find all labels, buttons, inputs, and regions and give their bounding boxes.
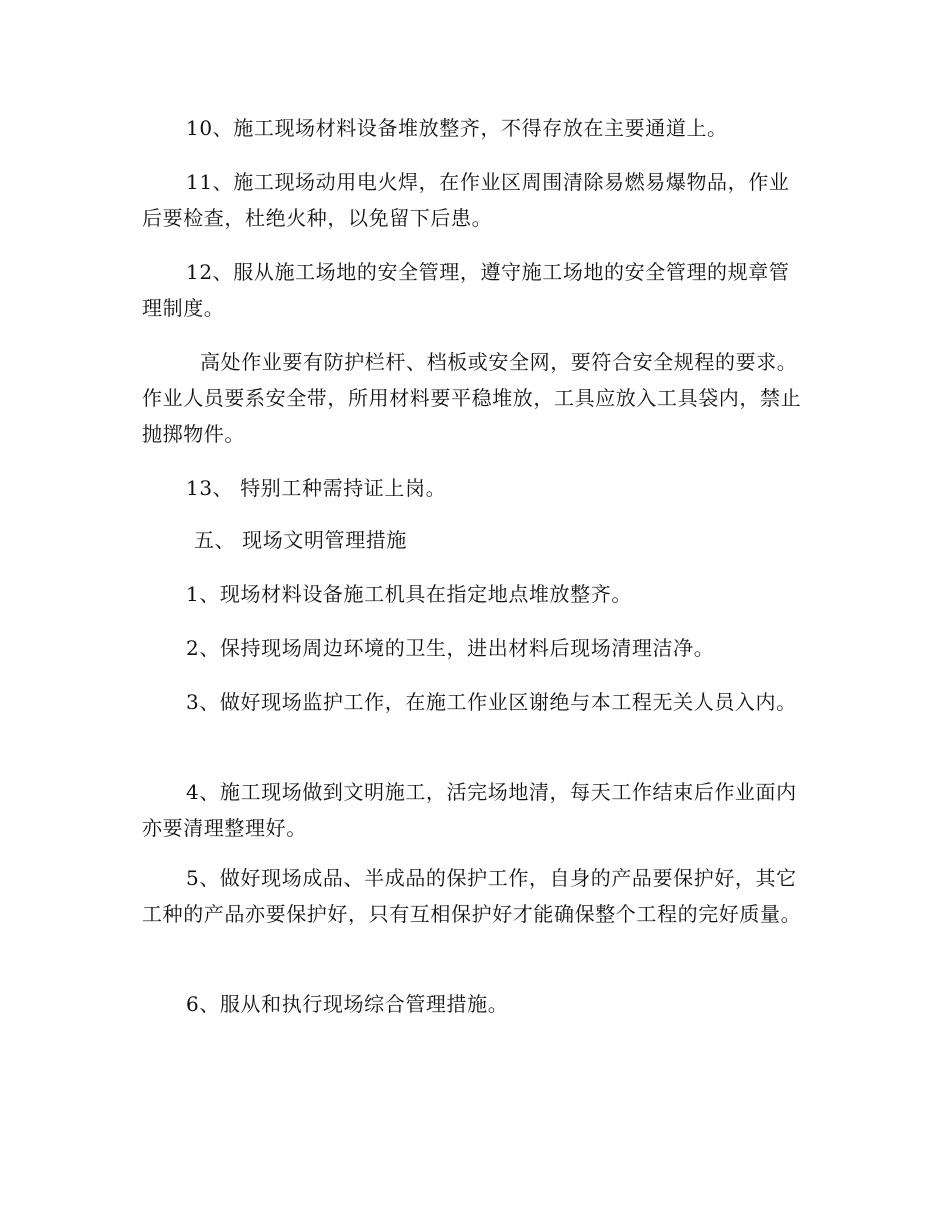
paragraph-civil-item-3: 3、做好现场监护工作，在施工作业区谢绝与本工程无关人员入内。: [186, 690, 797, 714]
paragraph-high-altitude-work: 高处作业要有防护栏杆、档板或安全网，要符合安全规程的要求。作业人员要系安全带，所用材料要平稳堆放，工具应放入工具袋内，禁止抛掷物件。: [142, 350, 802, 446]
paragraph-item-12: 12、服从施工场地的安全管理，遵守施工场地的安全管理的规章管理制度。: [142, 260, 790, 320]
paragraph-civil-item-4: 4、施工现场做到文明施工，活完场地清，每天工作结束后作业面内亦要清理整理好。: [142, 780, 797, 840]
paragraph-civil-item-1: 1、现场材料设备施工机具在指定地点堆放整齐。: [186, 582, 632, 606]
paragraph-civil-item-6: 6、服从和执行现场综合管理措施。: [186, 992, 509, 1016]
paragraph-item-11: 11、施工现场动用电火焊，在作业区周围清除易燃易爆物品，作业后要检查，杜绝火种，以免留下后患。: [142, 170, 790, 230]
paragraph-item-10: 10、施工现场材料设备堆放整齐，不得存放在主要通道上。: [186, 116, 728, 140]
paragraph-item-13: 13、 特别工种需持证上岗。: [186, 476, 447, 500]
section-heading-five: 五、 现场文明管理措施: [194, 528, 407, 552]
paragraph-civil-item-5: 5、做好现场成品、半成品的保护工作，自身的产品要保护好，其它工种的产品亦要保护好，只有互相保护好才能确保整个工程的完好质量。: [142, 866, 802, 926]
paragraph-civil-item-2: 2、保持现场周边环境的卫生，进出材料后现场清理洁净。: [186, 636, 715, 660]
